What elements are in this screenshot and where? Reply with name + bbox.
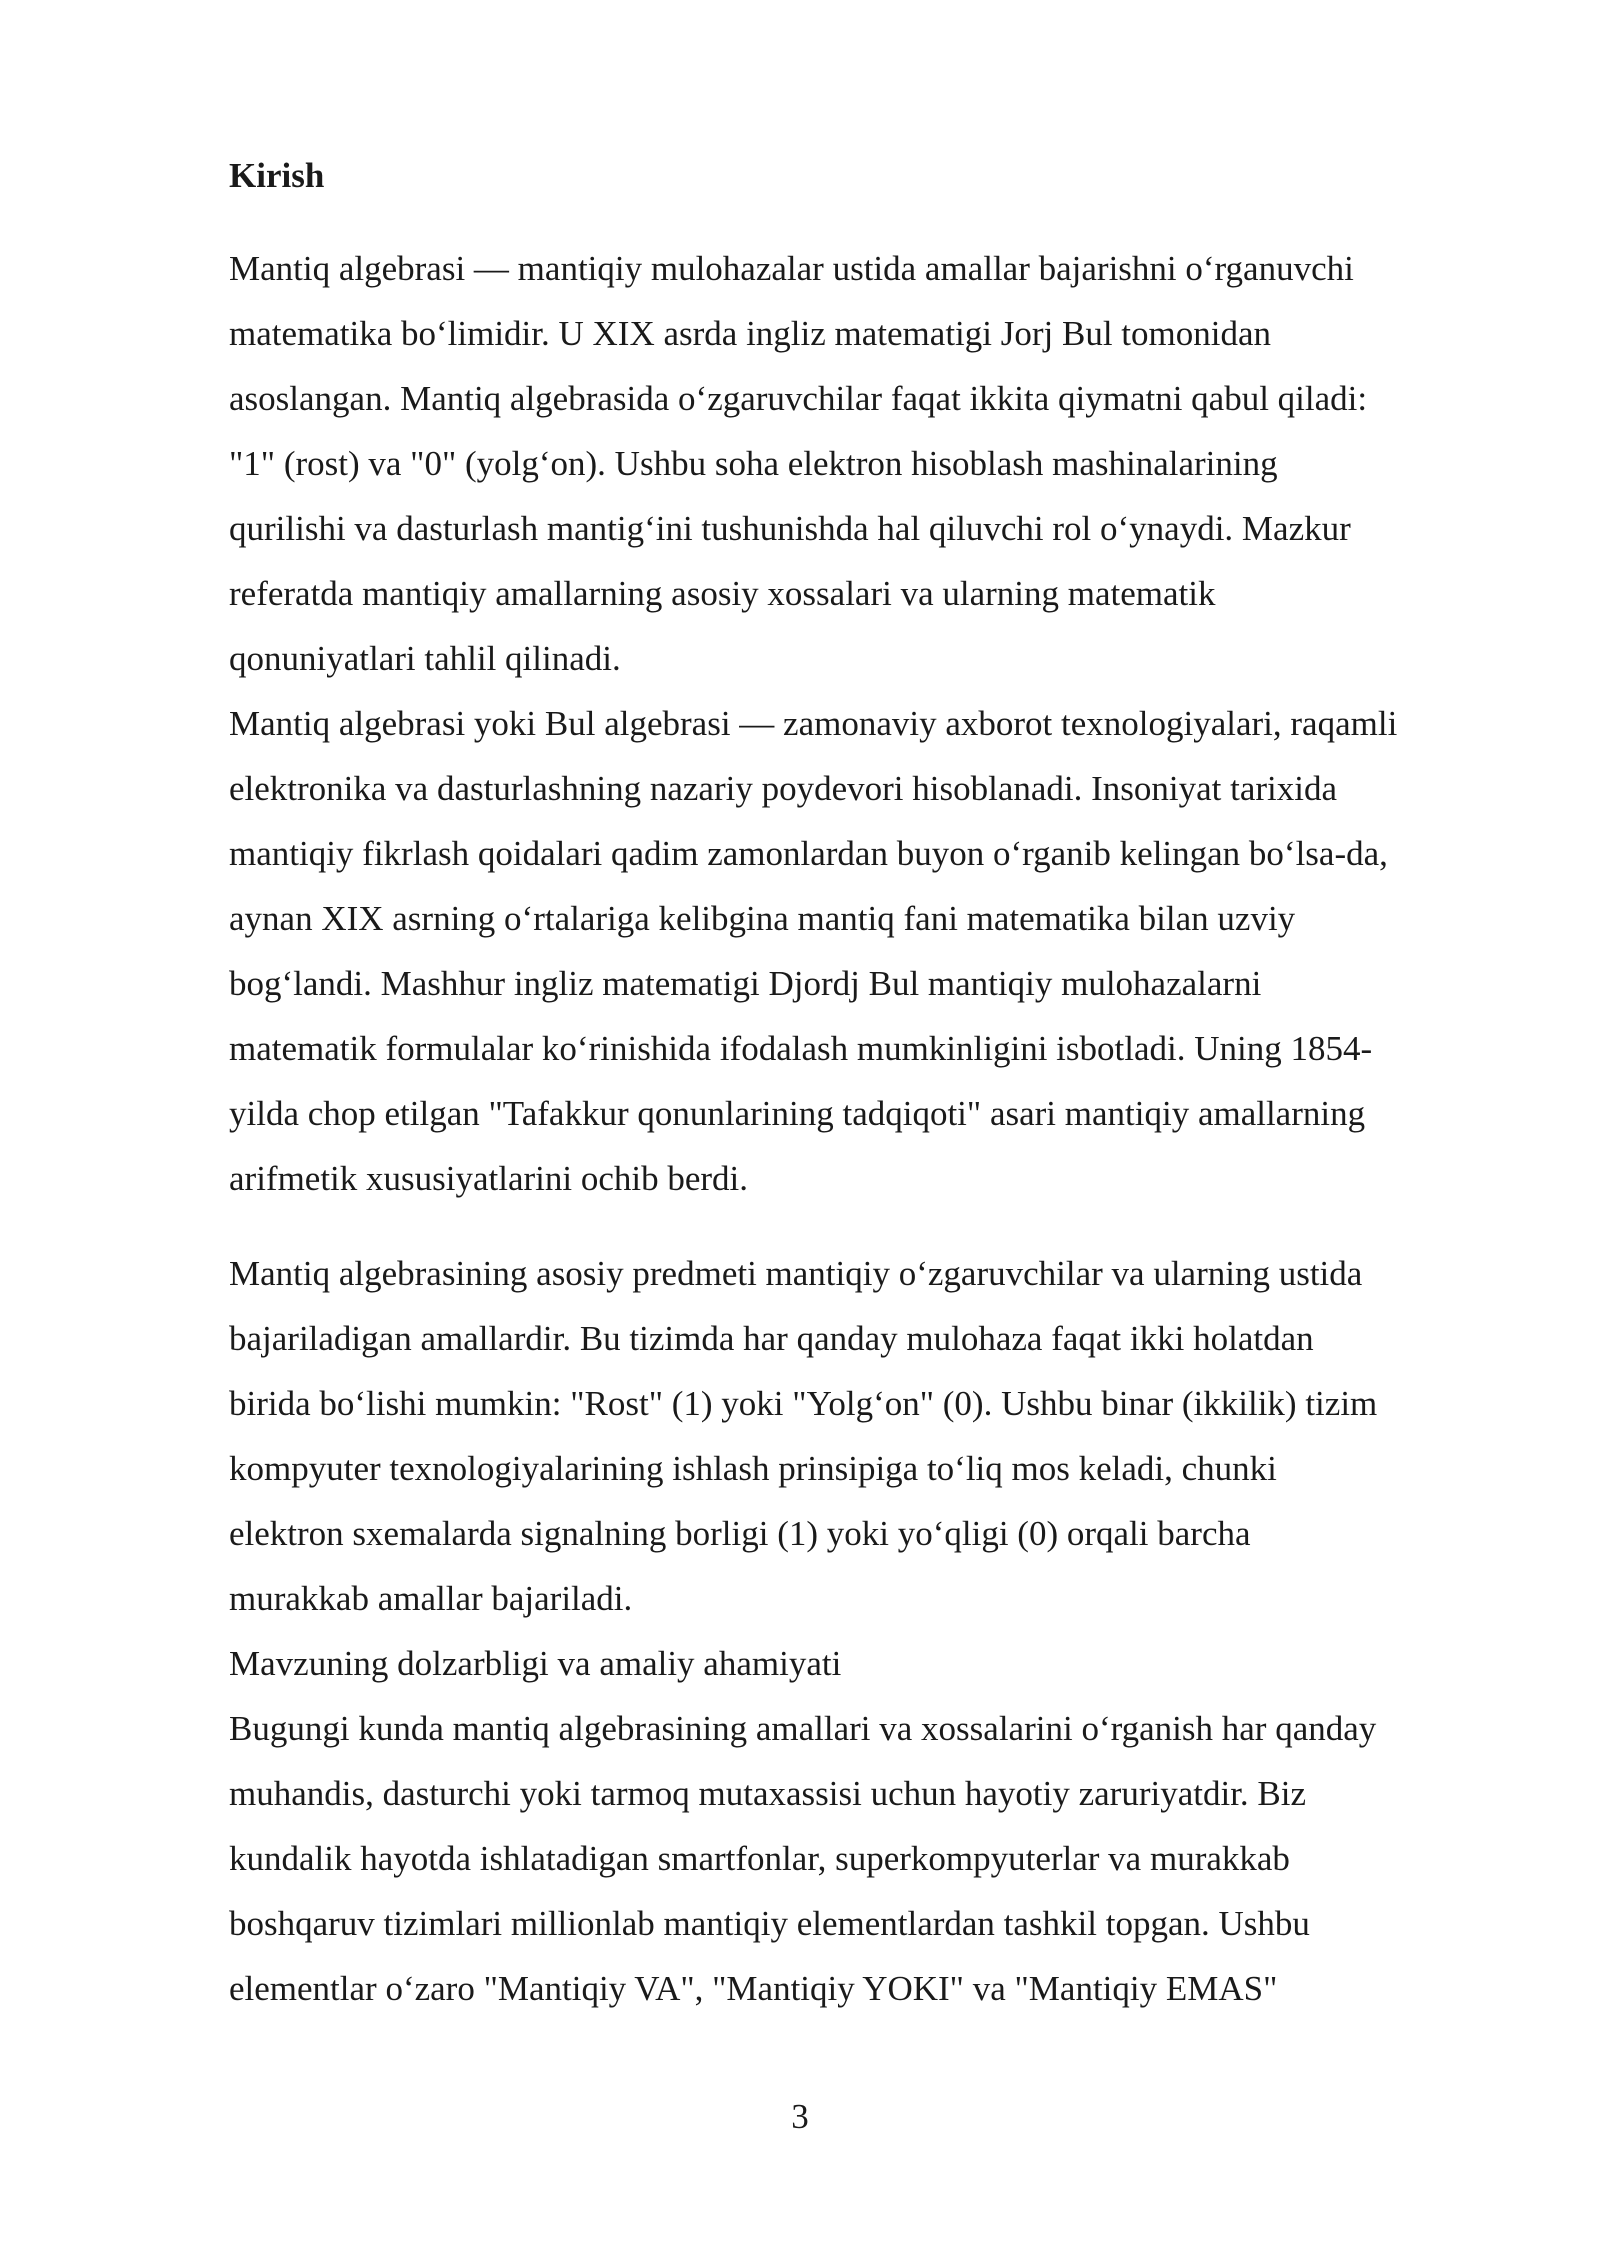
section-heading: Kirish [229,156,325,195]
paragraph-intro: Mantiq algebrasi — mantiqiy mulohazalar ustida amallar bajarishni o‘rganuvchi matematika bo‘limidir. U XIX asrda ingliz matematigi Jorj Bul tomonidan asoslangan. Mantiq algebrasida o‘zgaruvchilar faqat ikkita qiymatni qabul qiladi: "1" (rost) va "0" (yolg‘on). Ushbu soha elektron hisoblash mashinalarining qurilishi va dasturlash mantig‘ini tushunishda hal qiluvchi rol o‘ynaydi. Mazkur referatda mantiqiy amallarning asosiy xossalari va ularning matematik qonuniyatlari tahlil qilinadi. [229,249,1368,678]
paragraph-subject: Mantiq algebrasining asosiy predmeti mantiqiy o‘zgaruvchilar va ularning ustida bajariladigan amallardir. Bu tizimda har qanday mulohaza faqat ikki holatdan birida bo‘lishi mumkin: "Rost" (1) yoki "Yolg‘on" (0). Ushbu binar (ikkilik) tizim kompyuter texnologiyalarining ishlash prinsipiga to‘liq mos keladi, chunki elektron sxemalarda signalning borligi (1) yoki yo‘qligi (0) orqali barcha murakkab amallar bajariladi. [229,1254,1378,1618]
page-content [229,146,1494,2021]
paragraph-history: Mantiq algebrasi yoki Bul algebrasi — zamonaviy axborot texnologiyalari, raqamli elektronika va dasturlashning nazariy poydevori hisoblanadi. Insoniyat tarixida mantiqiy fikrlash qoidalari qadim zamonlardan buyon o‘rganib kelingan bo‘lsa-da, aynan XIX asrning o‘rtalariga kelibgina mantiq fani matematika bilan uzviy bog‘landi. Mashhur ingliz matematigi Djordj Bul mantiqiy mulohazalarni matematik formulalar ko‘rinishida ifodalash mumkinligini isbotladi. Uning 1854- yilda chop etilgan "Tafakkur qonunlarining tadqiqoti" asari mantiqiy amallarning arifmetik xususiyatlarini ochib berdi. [229,704,1398,1198]
subsection-title: Mavzuning dolzarbligi va amaliy ahamiyati [229,1644,842,1683]
page-number: 3 [791,2097,809,2136]
paragraph-relevance: Bugungi kunda mantiq algebrasining amallari va xossalarini o‘rganish har qanday muhandis, dasturchi yoki tarmoq mutaxassisi uchun hayotiy zaruriyatdir. Biz kundalik hayotda ishlatadigan smartfonlar, superkompyuterlar va murakkab boshqaruv tizimlari millionlab mantiqiy elementlardan tashkil topgan. Ushbu elementlar o‘zaro "Mantiqiy VA", "Mantiqiy YOKI" va "Mantiqiy EMAS" [229,1709,1377,2008]
